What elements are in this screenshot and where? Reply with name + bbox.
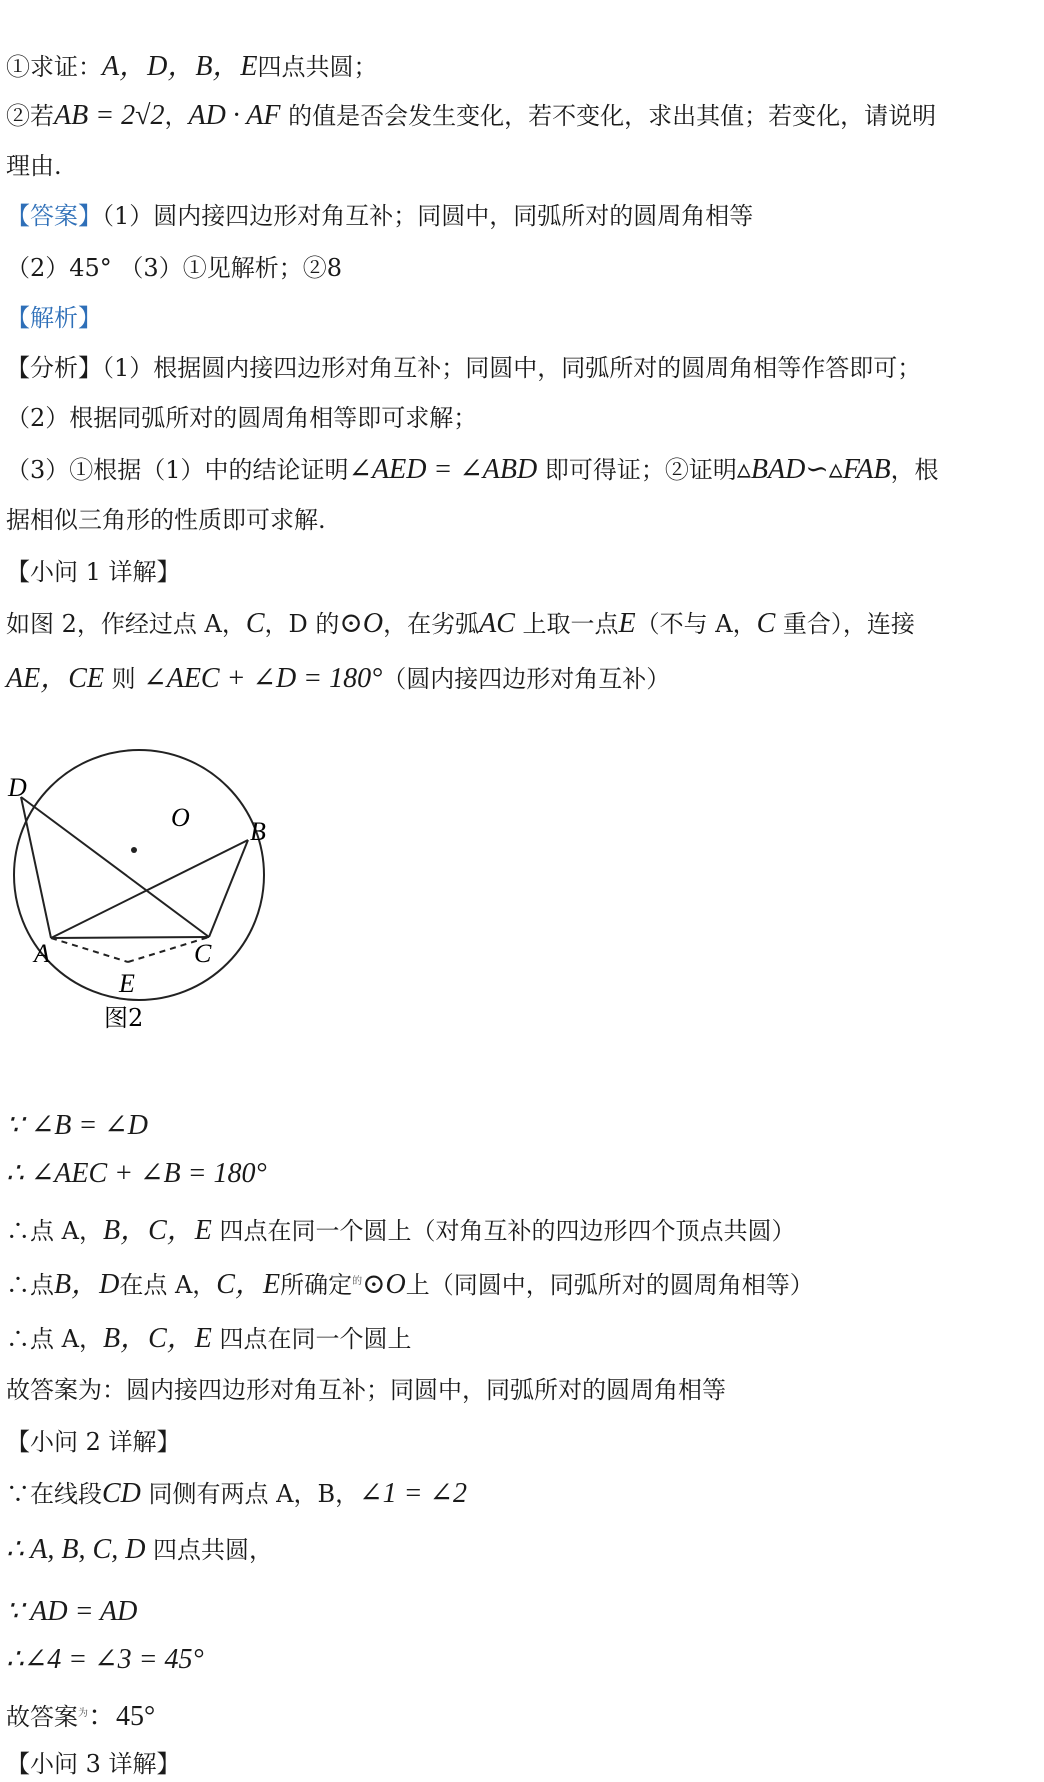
segment-ac xyxy=(51,937,209,938)
label-o: O xyxy=(171,803,190,832)
part2-line5: 故答案$^为$：45° xyxy=(6,1701,156,1732)
figure-caption: 图2 xyxy=(104,1004,144,1032)
part2-line1: ∵在线段CD 同侧有两点 A，B，∠1 = ∠2 xyxy=(6,1478,467,1509)
segment-ab xyxy=(51,840,248,938)
circle-diagram-svg xyxy=(6,730,276,1040)
segment-da xyxy=(21,797,51,938)
label-b: B xyxy=(250,817,266,846)
q3-line2: ②若AB = 2√2，AD · AF 的值是否会发生变化，若不变化，求出其值；若变化，请说明 xyxy=(6,100,937,131)
part1-step3: ∴点 A，B，C，E 四点在同一个圆上（对角互补的四边形四个顶点共圆） xyxy=(6,1215,796,1246)
part2-header: 【小问 2 详解】 xyxy=(6,1428,181,1456)
fenxi-line2: （2）根据同弧所对的圆周角相等即可求解； xyxy=(6,404,478,432)
q3-line1: ①求证：A，D，B，E四点共圆； xyxy=(6,51,378,82)
part1-conclusion: 故答案为：圆内接四边形对角互补；同圆中，同弧所对的圆周角相等 xyxy=(6,1376,726,1404)
fenxi-line1: 【分析】（1）根据圆内接四边形对角互补；同圆中，同弧所对的圆周角相等作答即可； xyxy=(6,354,922,382)
segment-ae-dashed xyxy=(51,938,128,962)
part1-header: 【小问 1 详解】 xyxy=(6,558,181,586)
fenxi-line4: 据相似三角形的性质即可求解. xyxy=(6,506,326,534)
answer-line2: （2）45° （3）①见解析；②8 xyxy=(6,254,342,282)
part1-step1: ∵ ∠B = ∠D xyxy=(6,1110,148,1141)
q3-line3: 理由. xyxy=(6,152,62,180)
fenxi-line3: （3）①根据（1）中的结论证明∠AED = ∠ABD 即可得证；②证明▵BAD∽▵FAB，根 xyxy=(6,454,939,485)
segment-bc xyxy=(209,840,248,937)
label-a: A xyxy=(34,939,50,968)
answer-line1: 【答案】（1）圆内接四边形对角互补；同圆中，同弧所对的圆周角相等 xyxy=(6,202,754,230)
part1-line1: 如图 2，作经过点 A，C，D 的⊙O，在劣弧AC 上取一点E（不与 A，C 重合），连接 xyxy=(6,608,915,639)
answer-tag: 【答案】 xyxy=(6,202,102,230)
figure-2-circle-diagram xyxy=(6,730,276,1040)
label-e: E xyxy=(119,969,135,998)
part1-step5: ∴点 A，B，C，E 四点在同一个圆上 xyxy=(6,1323,412,1354)
part2-line3: ∵ AD = AD xyxy=(6,1596,138,1627)
center-point-o xyxy=(131,847,137,853)
analysis-tag: 【解析】 xyxy=(6,304,102,332)
part3-header: 【小问 3 详解】 xyxy=(6,1750,181,1778)
label-d: D xyxy=(8,773,27,802)
part2-line4: ∴∠4 = ∠3 = 45° xyxy=(6,1644,204,1675)
part1-step2: ∴ ∠AEC + ∠B = 180° xyxy=(6,1158,267,1189)
part2-line2: ∴ A, B, C, D 四点共圆， xyxy=(6,1534,274,1565)
label-c: C xyxy=(194,939,212,968)
part1-step4: ∴点B，D在点 A，C，E所确定$^的$⊙O上（同圆中，同弧所对的圆周角相等） xyxy=(6,1269,814,1300)
circle-o xyxy=(14,750,264,1000)
part1-line2: AE，CE 则 ∠AEC + ∠D = 180°（圆内接四边形对角互补） xyxy=(6,663,671,694)
